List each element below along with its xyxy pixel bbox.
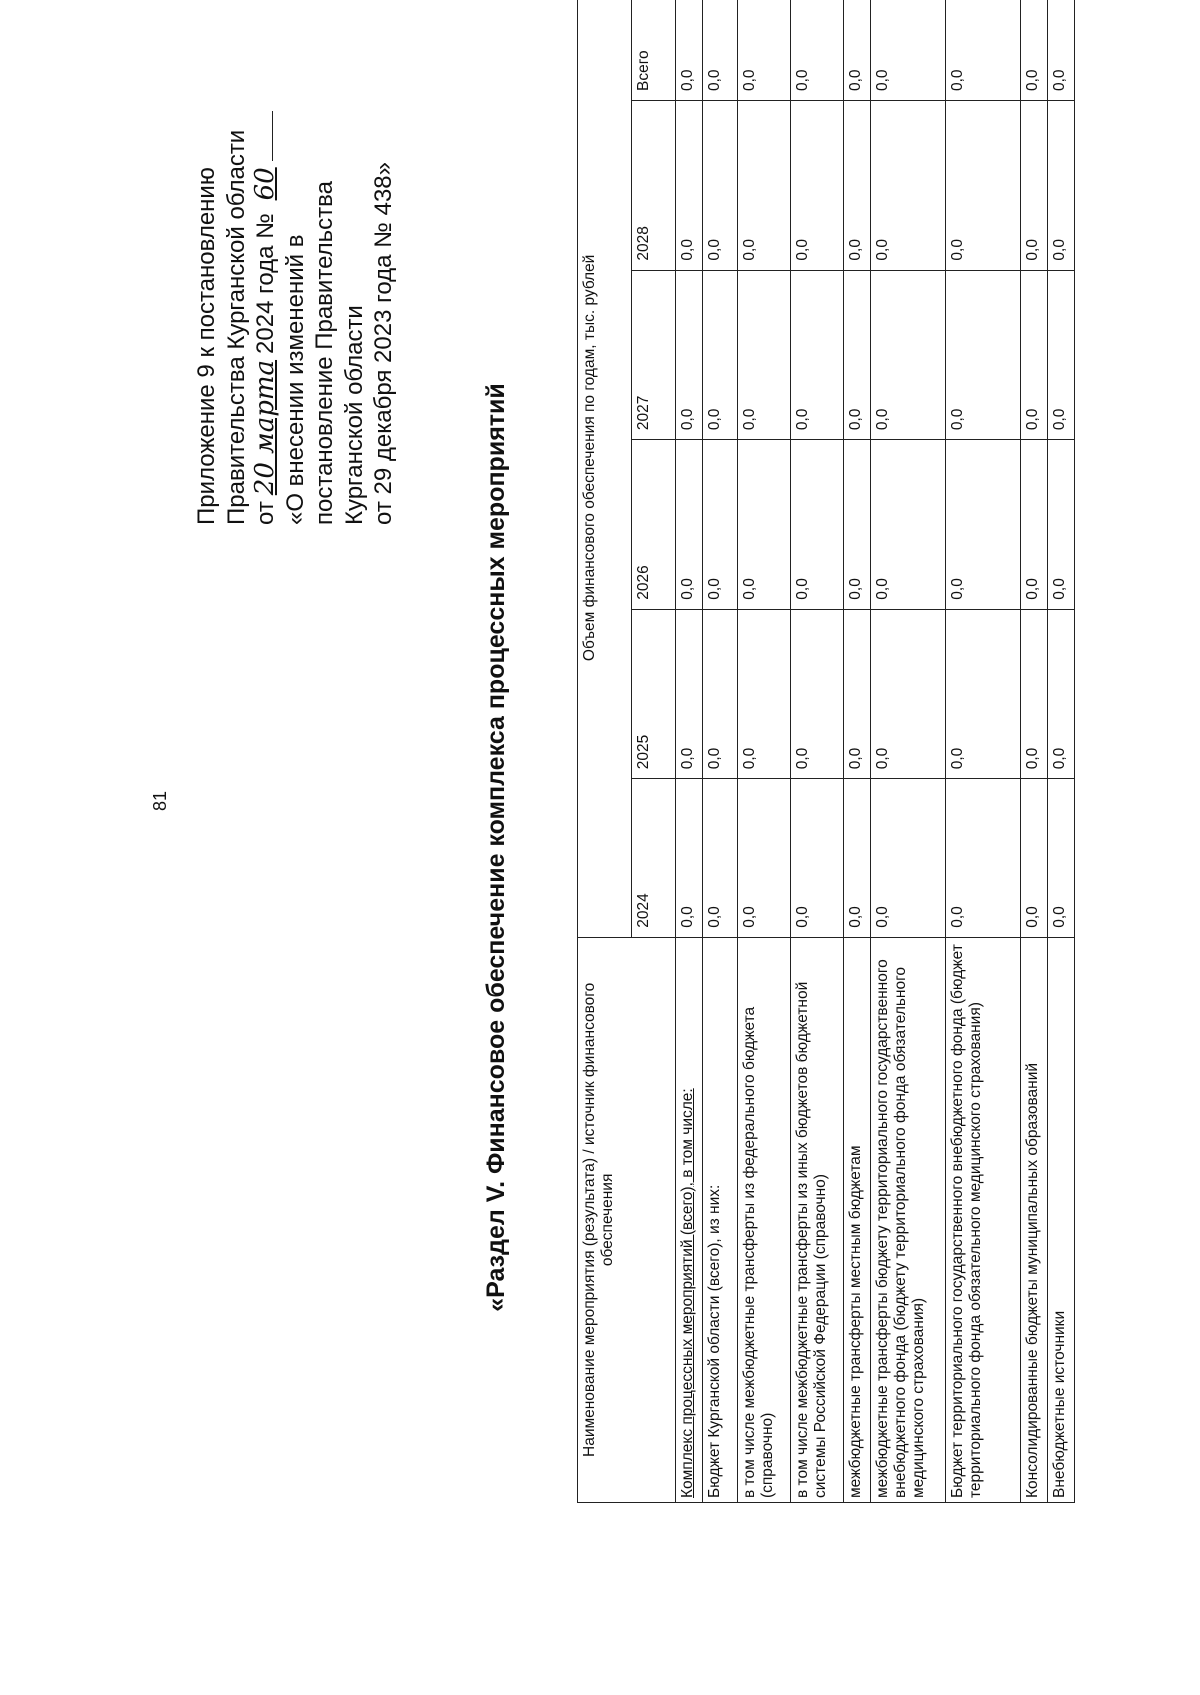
value-cell: 0,0 [871, 101, 946, 271]
header-year: 2025 [632, 609, 676, 779]
table-row [1021, 0, 1048, 1503]
header-year: 2024 [632, 779, 676, 937]
value-cell: 0,0 [871, 0, 946, 101]
value-cell: 0,0 [738, 270, 791, 440]
value-cell: 0,0 [738, 609, 791, 779]
row-label: Консолидированные бюджеты муниципальных образований [1021, 937, 1048, 1502]
appendix-line-7: от 29 декабря 2023 года № 438» [370, 162, 397, 525]
row-label: Бюджет Курганской области (всего), из них: [703, 937, 738, 1502]
value-cell: 0,0 [1021, 0, 1048, 101]
table-row [703, 0, 738, 1503]
handwritten-date: 20 марта [250, 359, 280, 496]
value-cell: 0,0 [738, 440, 791, 610]
value-cell: 0,0 [946, 101, 1021, 271]
value-cell: 0,0 [676, 0, 703, 101]
value-cell: 0,0 [946, 0, 1021, 101]
appendix-header [192, 5, 399, 525]
table-row [844, 0, 871, 1503]
value-cell: 0,0 [703, 270, 738, 440]
page-number: 81 [150, 790, 170, 812]
value-cell: 0,0 [1021, 609, 1048, 779]
value-cell: 0,0 [871, 609, 946, 779]
value-cell: 0,0 [946, 440, 1021, 610]
value-cell: 0,0 [738, 101, 791, 271]
table-row [738, 0, 791, 1503]
table-row [791, 0, 844, 1503]
appendix-date-prefix: от [252, 501, 279, 525]
value-cell: 0,0 [844, 440, 871, 610]
header-name-source: Наименование мероприятия (результата) / источник финансового обеспечения [578, 937, 676, 1502]
value-cell: 0,0 [1048, 779, 1075, 937]
value-cell: 0,0 [1048, 0, 1075, 101]
appendix-line-6: Курганской области [340, 305, 368, 525]
value-cell: 0,0 [844, 779, 871, 937]
row-label: в том числе межбюджетные трансферты из иных бюджетов бюджетной системы Российской Федерации (справочно) [791, 937, 844, 1502]
value-cell: 0,0 [791, 0, 844, 101]
value-cell: 0,0 [1048, 609, 1075, 779]
header-year: Всего [632, 0, 676, 101]
header-volume: Объем финансового обеспечения по годам, тыс. рублей [578, 0, 632, 937]
value-cell: 0,0 [791, 779, 844, 937]
table-row [946, 0, 1021, 1503]
value-cell: 0,0 [676, 101, 703, 271]
value-cell: 0,0 [844, 101, 871, 271]
section-title: «Раздел V. Финансовое обеспечение комплекса процессных мероприятий [482, 383, 510, 1312]
appendix-line-5: постановление Правительства [311, 181, 338, 525]
value-cell: 0,0 [703, 101, 738, 271]
value-cell: 0,0 [871, 440, 946, 610]
value-cell: 0,0 [676, 440, 703, 610]
value-cell: 0,0 [844, 609, 871, 779]
value-cell: 0,0 [1021, 440, 1048, 610]
value-cell: 0,0 [791, 101, 844, 271]
value-cell: 0,0 [1048, 101, 1075, 271]
value-cell: 0,0 [676, 779, 703, 937]
row-label: в том числе межбюджетные трансферты из федерального бюджета (справочно) [738, 937, 791, 1502]
header-year: 2026 [632, 440, 676, 610]
value-cell: 0,0 [871, 270, 946, 440]
value-cell: 0,0 [946, 609, 1021, 779]
value-cell: 0,0 [1021, 779, 1048, 937]
row-label: межбюджетные трансферты бюджету территориального государственного внебюджетного фонда (бюджету территориального фонда обязательного медицинского страхования) [871, 937, 946, 1502]
value-cell: 0,0 [946, 779, 1021, 937]
appendix-line-3 [251, 5, 281, 525]
header-year: 2028 [632, 101, 676, 271]
row-label: Бюджет территориального государственного внебюджетного фонда (бюджет территориального фонда обязательного медицинского страхования) [946, 937, 1021, 1502]
handwritten-number: 60 [250, 167, 280, 201]
appendix-line-4: «О внесении изменений в [281, 234, 309, 525]
value-cell: 0,0 [1021, 101, 1048, 271]
value-cell: 0,0 [871, 779, 946, 937]
value-cell: 0,0 [791, 270, 844, 440]
table-row [871, 0, 946, 1503]
value-cell: 0,0 [1048, 440, 1075, 610]
value-cell: 0,0 [1048, 270, 1075, 440]
row-label: Внебюджетные источники [1048, 937, 1075, 1502]
value-cell: 0,0 [946, 270, 1021, 440]
value-cell: 0,0 [703, 440, 738, 610]
value-cell: 0,0 [791, 609, 844, 779]
value-cell: 0,0 [703, 0, 738, 101]
value-cell: 0,0 [738, 0, 791, 101]
appendix-date-middle: 2024 года № [252, 213, 279, 354]
value-cell: 0,0 [844, 270, 871, 440]
value-cell: 0,0 [676, 609, 703, 779]
value-cell: 0,0 [703, 609, 738, 779]
header-year: 2027 [632, 270, 676, 440]
appendix-line-2: Правительства Курганской области [222, 129, 250, 525]
value-cell: 0,0 [703, 779, 738, 937]
value-cell: 0,0 [676, 270, 703, 440]
value-cell: 0,0 [791, 440, 844, 610]
appendix-line-1: Приложение 9 к постановлению [193, 167, 220, 525]
financing-table [577, 0, 1075, 1503]
table-row [1048, 0, 1075, 1503]
value-cell: 0,0 [738, 779, 791, 937]
signature-underline [272, 111, 273, 161]
value-cell: 0,0 [844, 0, 871, 101]
row-label: Комплекс процессных мероприятий (всего), в том числе: [676, 937, 703, 1502]
value-cell: 0,0 [1021, 270, 1048, 440]
row-label: межбюджетные трансферты местным бюджетам [844, 937, 871, 1502]
table-row [676, 0, 703, 1503]
